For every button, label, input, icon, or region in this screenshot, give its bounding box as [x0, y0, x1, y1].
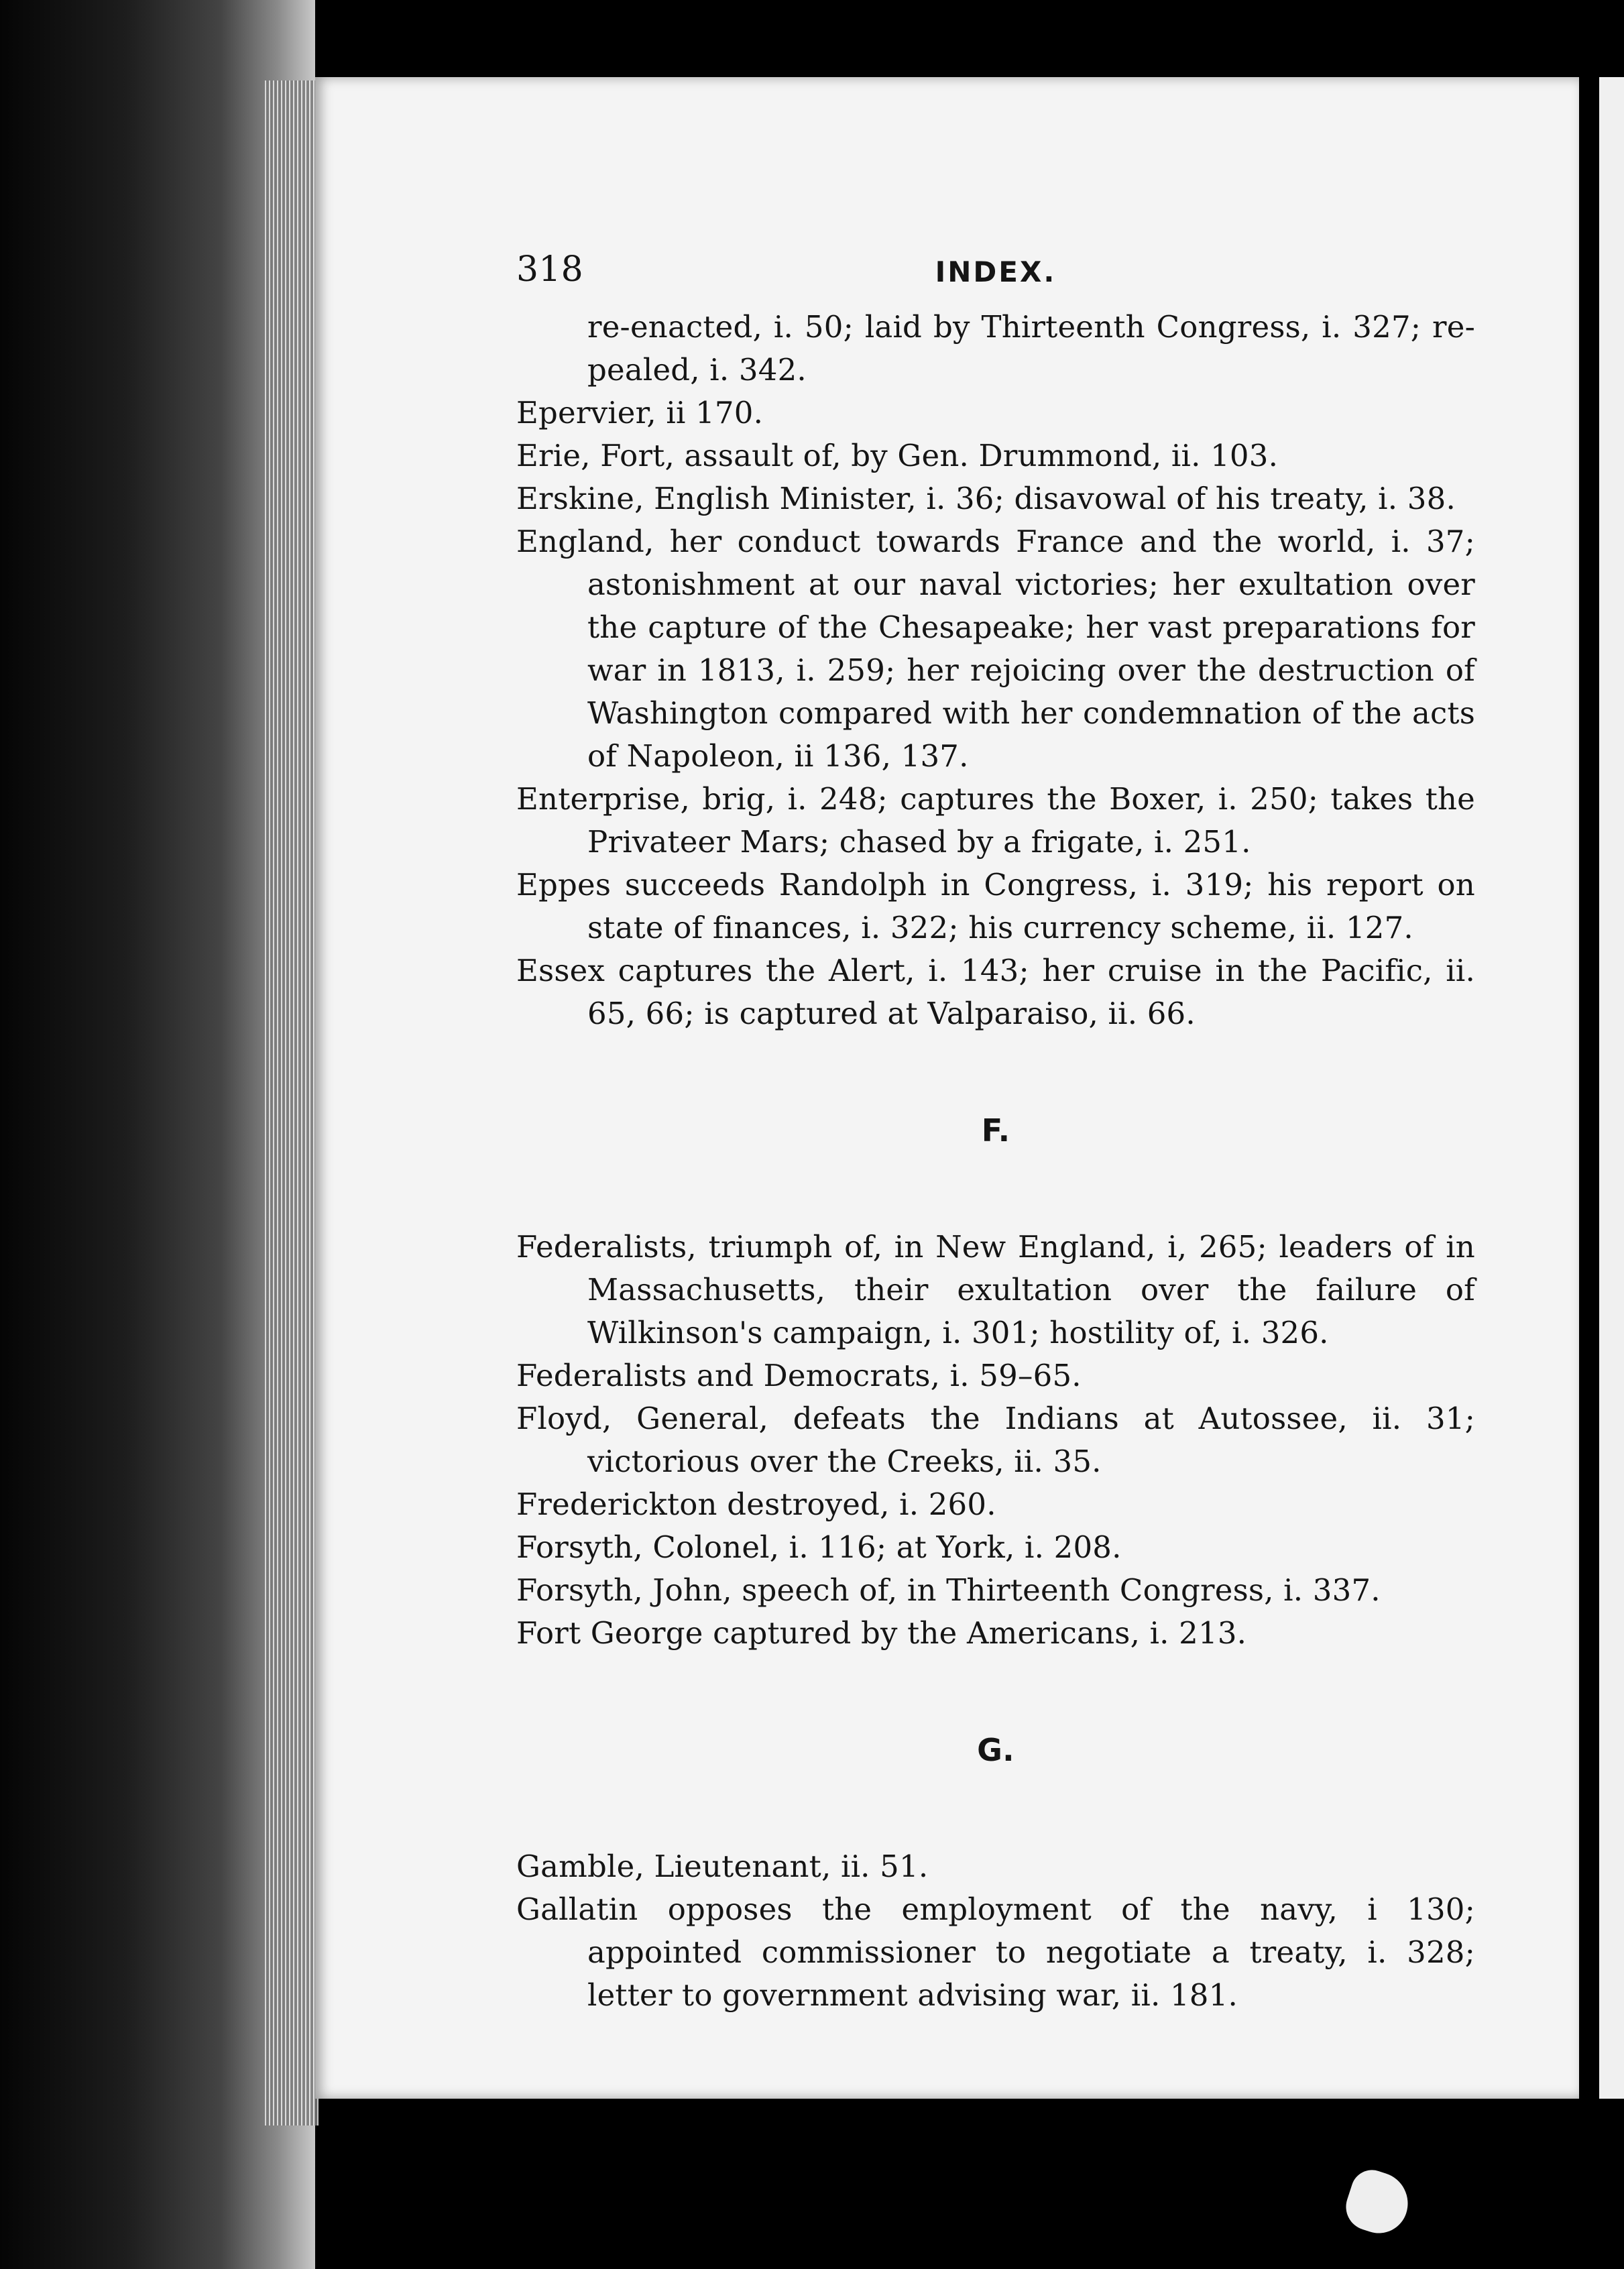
index-entry: Forsyth, Colonel, i. 116; at York, i. 208. [516, 1529, 1122, 1565]
facing-page-sliver [1599, 77, 1624, 2099]
page-number: 318 [516, 249, 583, 290]
index-entry: Essex captures the Alert, i. 143; her cruise in the Pacific, ii. 65, 66; is captured at Valparaiso, ii. 66. [516, 953, 1475, 1031]
index-entry: Erskine, English Minister, i. 36; disavowal of his treaty, i. 38. [516, 481, 1456, 516]
index-entry-continuation: re-enacted, i. 50; laid by Thirteenth Congress, i. 327; re-pealed, i. 342. [587, 309, 1475, 388]
scan-speck [1340, 2164, 1415, 2240]
index-entry: Eppes succeeds Randolph in Congress, i. 319; his report on state of finances, i. 322; his currency scheme, ii. 127. [516, 867, 1475, 945]
index-entry: Forsyth, John, speech of, in Thirteenth Congress, i. 337. [516, 1572, 1381, 1608]
running-head: INDEX. [935, 255, 1057, 288]
index-entry: Fort George captured by the Americans, i. 213. [516, 1615, 1247, 1651]
page-stack-edges [265, 80, 318, 2126]
book-gutter-right [1579, 0, 1599, 2269]
index-entry: Erie, Fort, assault of, by Gen. Drummond, ii. 103. [516, 438, 1279, 473]
section-heading-g: G. [977, 1732, 1014, 1768]
index-text-block [516, 248, 1475, 2017]
index-entry: Floyd, General, defeats the Indians at Autossee, ii. 31; victorious over the Creeks, ii. 35. [516, 1401, 1475, 1479]
index-entry: England, her conduct towards France and the world, i. 37; astonishment at our naval victories; her exultation over the capture of the Chesapeake; her vast preparations for war in 1813, i. 259; her rejoicing over the destruction of Washington compared with her condemnation of the acts of Napoleon, ii 136, 137. [516, 524, 1475, 774]
index-entry: Federalists, triumph of, in New England, i, 265; leaders of in Massachusetts, their exultation over the failure of Wilkinson's campaign, i. 301; hostility of, i. 326. [516, 1229, 1475, 1350]
index-entry: Gamble, Lieutenant, ii. 51. [516, 1849, 929, 1884]
section-heading-f: F. [981, 1112, 1010, 1149]
index-entry: Epervier, ii 170. [516, 395, 764, 430]
index-entry: Enterprise, brig, i. 248; captures the Boxer, i. 250; takes the Privateer Mars; chased by a frigate, i. 251. [516, 781, 1475, 860]
index-entry: Federalists and Democrats, i. 59–65. [516, 1358, 1082, 1393]
page-header [516, 248, 1475, 295]
index-entry: Frederickton destroyed, i. 260. [516, 1487, 996, 1522]
index-entry: Gallatin opposes the employment of the navy, i 130; appointed commissioner to negotiate a treaty, i. 328; letter to government advising war, ii. 181. [516, 1892, 1475, 2013]
